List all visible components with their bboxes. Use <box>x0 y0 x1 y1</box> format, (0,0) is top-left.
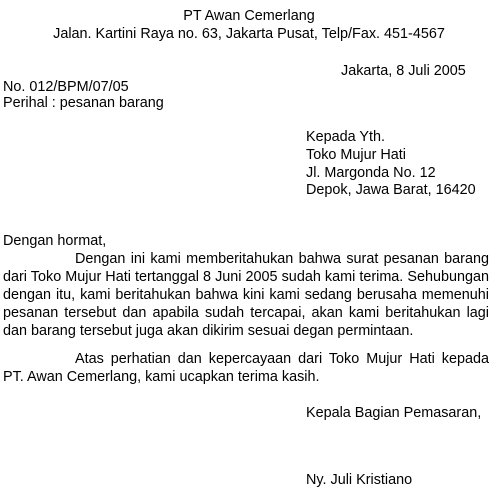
letter-number: No. 012/BPM/07/05 <box>3 79 129 95</box>
company-address: Jalan. Kartini Raya no. 63, Jakarta Pusat, Telp/Fax. 451-4567 <box>53 26 445 42</box>
greeting: Dengan hormat, <box>3 233 107 249</box>
company-name: PT Awan Cemerlang <box>183 8 315 24</box>
recipient-to: Kepada Yth. <box>306 129 385 145</box>
letter-date: Jakarta, 8 Juli 2005 <box>341 63 466 79</box>
body-paragraph-1: Dengan ini kami memberitahukan bahwa surat pesanan barang dari Toko Mujur Hati tertanggal 8 Juni 2005 sudah kami terima. Sehubungan dengan itu, kami beritahukan bahwa kini kami sedang berusaha memenuhi pesanan tersebut dan apabila sudah tercapai, akan kami beritahukan lagi dan barang tersebut juga akan dikirim sesuai degan permintaan. <box>3 251 489 339</box>
recipient-name: Toko Mujur Hati <box>306 147 406 163</box>
recipient-street: Jl. Margonda No. 12 <box>306 165 436 181</box>
signatory-name: Ny. Juli Kristiano <box>306 472 413 488</box>
closing-position: Kepala Bagian Pemasaran, <box>306 405 482 421</box>
letter-subject: Perihal : pesanan barang <box>3 95 164 111</box>
recipient-city: Depok, Jawa Barat, 16420 <box>306 182 476 198</box>
body-paragraph-2: Atas perhatian dan kepercayaan dari Toko Mujur Hati kepada PT. Awan Cemerlang, kami ucapkan terima kasih. <box>3 351 489 385</box>
